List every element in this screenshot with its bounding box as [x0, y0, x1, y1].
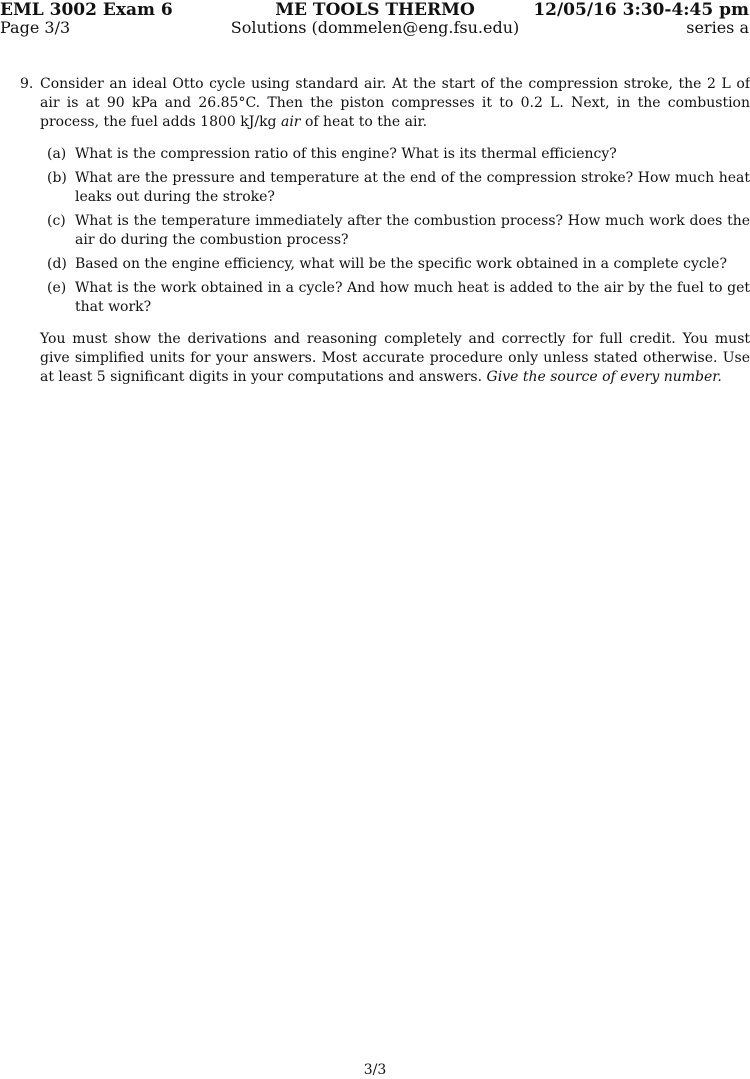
statement-text-2: of heat to the air.	[300, 114, 428, 130]
course-title: EML 3002 Exam 6	[0, 0, 173, 20]
series-label: series a	[686, 18, 749, 37]
list-item	[40, 169, 750, 207]
list-item	[40, 145, 750, 164]
solutions-contact: Solutions (dommelen@eng.fsu.edu)	[230, 18, 520, 37]
part-text: Based on the engine efficiency, what will be the specific work obtained in a complete cycle?	[75, 256, 727, 272]
part-text: What is the compression ratio of this engine? What is its thermal efficiency?	[75, 146, 617, 162]
problem-parts-list	[40, 145, 750, 317]
exam-datetime: 12/05/16 3:30-4:45 pm	[533, 0, 749, 20]
part-label: (b)	[47, 170, 67, 186]
list-item	[40, 255, 750, 274]
part-label: (a)	[47, 146, 67, 162]
list-item	[40, 279, 750, 317]
instructions-paragraph	[40, 330, 750, 387]
problem-number: 9.	[20, 76, 34, 92]
statement-emphasis: air	[280, 114, 301, 130]
instructions-text: You must show the derivations and reasoning completely and correctly for full credit. You must give simplified units for your answers. Most accurate procedure only unless stated otherwise. Use at least 5 significant digits in your computations and answers.	[40, 331, 750, 385]
page-footer: 3/3	[363, 1062, 387, 1078]
list-item	[40, 212, 750, 250]
part-text: What is the work obtained in a cycle? And how much heat is added to the air by the fuel to get that work?	[75, 280, 750, 315]
page-indicator: Page 3/3	[0, 18, 71, 37]
statement-text-1: Consider an ideal Otto cycle using standard air. At the start of the compression stroke, the 2 L of air is at 90 kPa and 26.85°C. Then the piston compresses it to 0.2 L. Next, in the combustion process, the fuel adds 1800 kJ/kg	[40, 76, 750, 130]
part-label: (e)	[47, 280, 67, 296]
subject-title: ME TOOLS THERMO	[275, 0, 475, 20]
instructions-emphasis: Give the source of every number.	[486, 369, 722, 385]
problem-statement	[40, 75, 750, 132]
part-text: What is the temperature immediately after the combustion process? How much work does the air do during the combustion process?	[75, 213, 750, 248]
part-label: (d)	[47, 256, 67, 272]
header-second-line	[0, 18, 750, 38]
part-label: (c)	[47, 213, 66, 229]
part-text: What are the pressure and temperature at the end of the compression stroke? How much heat leaks out during the stroke?	[75, 170, 750, 205]
problem-9	[20, 75, 750, 387]
header-top-line	[0, 0, 750, 20]
